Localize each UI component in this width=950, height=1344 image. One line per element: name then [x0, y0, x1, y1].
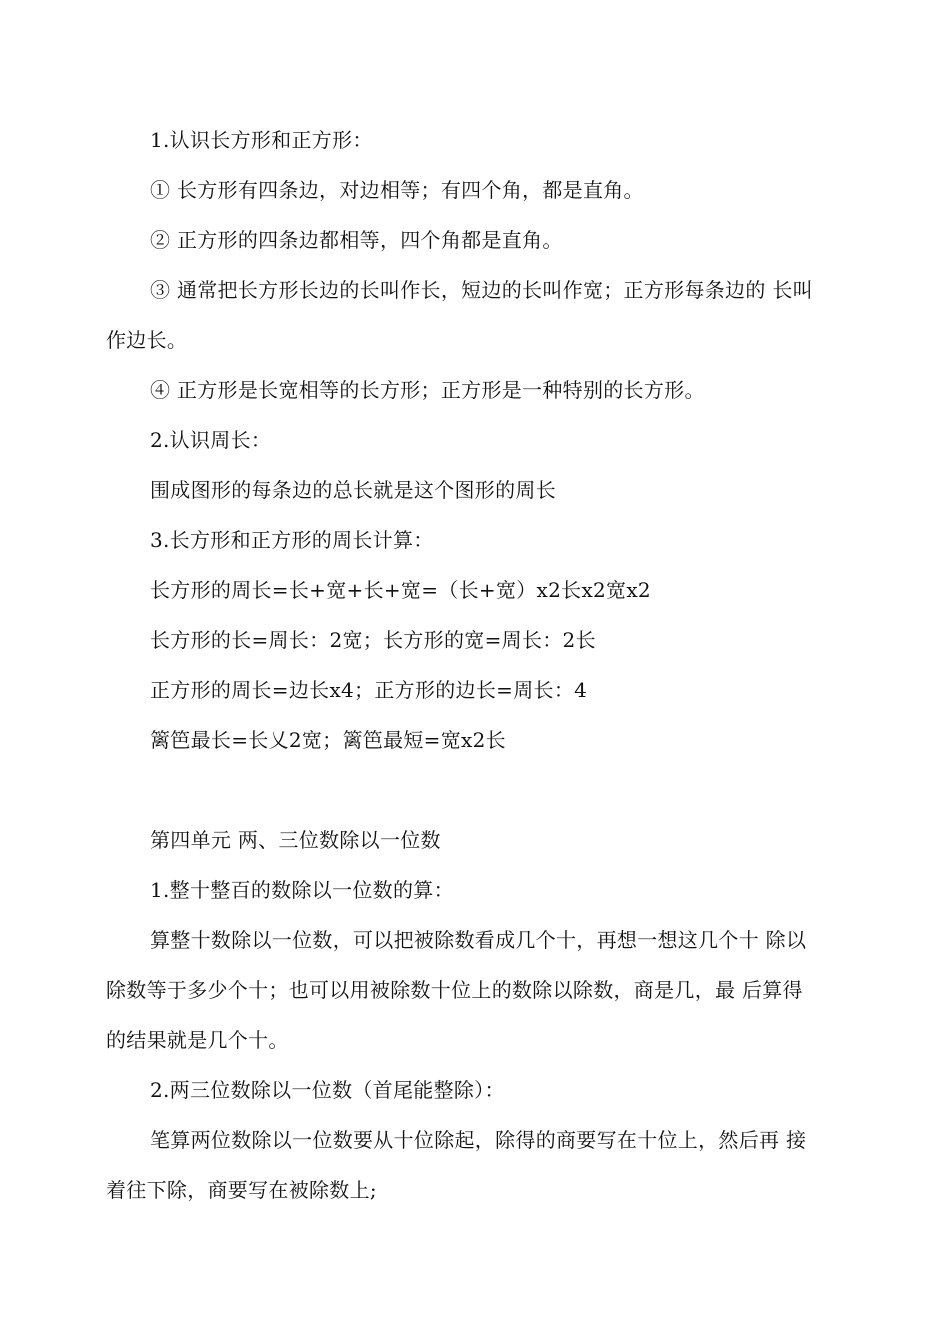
paragraph-tens-division-line2: 除数等于多少个十；也可以用被除数十位上的数除以除数，商是几，最 后算得: [106, 978, 803, 1002]
formula-fence: 篱笆最长=长乂2宽；篱笆最短=宽x2长: [150, 728, 506, 752]
paragraph-square-properties: ② 正方形的四条边都相等，四个角都是直角。: [150, 228, 563, 252]
heading-perimeter: 2.认识周长：: [150, 428, 272, 452]
paragraph-written-division-line2: 着往下除，商要写在被除数上;: [106, 1178, 377, 1202]
paragraph-rectangle-properties: ① 长方形有四条边，对边相等；有四个角，都是直角。: [150, 178, 644, 202]
formula-rectangle-perimeter: 长方形的周长=长+宽+长+宽=（长+宽）x2长x2宽x2: [150, 578, 651, 602]
unit-four-title: 第四单元 两、三位数除以一位数: [150, 828, 441, 852]
heading-rect-square: 1.认识长方形和正方形：: [150, 128, 373, 152]
formula-rectangle-length-width: 长方形的长=周长：2宽；长方形的宽=周长：2长: [150, 628, 596, 652]
heading-perimeter-calculation: 3.长方形和正方形的周长计算：: [150, 528, 434, 552]
formula-square-perimeter: 正方形的周长=边长x4；正方形的边长=周长：4: [150, 678, 588, 702]
heading-whole-tens-division: 1.整十整百的数除以一位数的算：: [150, 878, 454, 902]
paragraph-tens-division-line1: 算整十数除以一位数，可以把被除数看成几个十，再想一想这几个十 除以: [150, 928, 807, 952]
paragraph-tens-division-line3: 的结果就是几个十。: [106, 1028, 289, 1052]
paragraph-perimeter-definition: 围成图形的每条边的总长就是这个图形的周长: [150, 478, 556, 502]
paragraph-square-is-rectangle: ④ 正方形是长宽相等的长方形；正方形是一种特别的长方形。: [150, 378, 705, 402]
heading-two-three-digit-division: 2.两三位数除以一位数（首尾能整除）：: [150, 1078, 505, 1102]
paragraph-length-width-line2: 作边长。: [106, 328, 188, 352]
paragraph-written-division-line1: 笔算两位数除以一位数要从十位除起，除得的商要写在十位上，然后再 接: [150, 1128, 807, 1152]
paragraph-length-width-line1: ③ 通常把长方形长边的长叫作长，短边的长叫作宽；正方形每条边的 长叫: [150, 278, 813, 302]
